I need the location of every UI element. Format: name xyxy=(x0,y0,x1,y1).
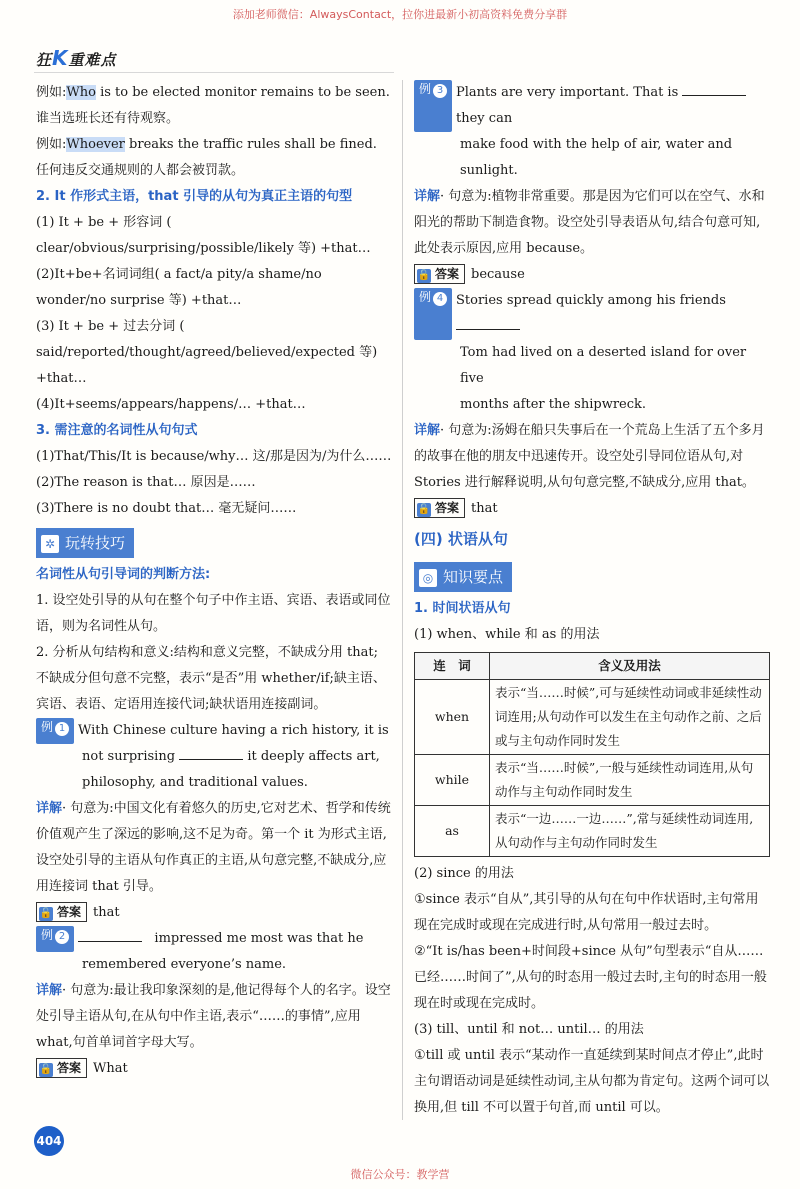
example-4-line-3: months after the shipwreck. xyxy=(460,397,647,412)
page-number: 404 xyxy=(34,1126,64,1156)
example-1 xyxy=(36,718,392,744)
header-rule xyxy=(34,72,394,73)
example-who: 例如:Who is to be elected monitor remains to be seen. 谁当选班长还有待观察。 xyxy=(36,85,390,126)
pinwheel-icon: ✲ xyxy=(41,535,59,553)
answer-2: 🔓 答案 What xyxy=(36,1056,392,1082)
tips-heading: 名词性从句引导词的判断方法: xyxy=(36,567,211,582)
heading-it-formal-subject: 2. It 作形式主语，that 引导的从句为真正主语的句型 xyxy=(36,189,353,204)
answer-blank xyxy=(682,83,746,96)
table-cell-term: when xyxy=(415,680,490,755)
right-column xyxy=(414,80,770,1121)
answer-label: 🔓 答案 xyxy=(36,902,87,922)
explanation-2: 详解· 句意为:最让我印象深刻的是,他记得每个人的名字。设空处引导主语从句,在从句中作主语,表示“……的事情”,应用 what,句首单词首字母大写。 xyxy=(36,983,391,1050)
heading-time-clauses: 1. 时间状语从句 xyxy=(414,601,511,616)
lock-icon: 🔓 xyxy=(39,1064,53,1075)
table-header-usage: 含义及用法 xyxy=(490,653,770,680)
explanation-label: 详解 xyxy=(36,983,63,998)
tip-2: 2. 分析从句结构和意义:结构和意义完整，不缺成分用 that; 不缺成分但句意不完整，表示“是否”用 whether/if;缺主语、宾语、表语、定语用连接代词;缺状语用连接副词。 xyxy=(36,645,386,712)
section-adverbial-clauses: (四) 状语从句 xyxy=(414,530,508,548)
tips-section-title: ✲ 玩转技巧 xyxy=(36,528,134,558)
answer-blank xyxy=(78,929,142,942)
table-row xyxy=(415,806,770,857)
table-row xyxy=(415,680,770,755)
subheading-when-while-as: (1) when、while 和 as 的用法 xyxy=(414,627,600,642)
table-row xyxy=(415,755,770,806)
example-badge: 例 4 xyxy=(414,288,452,340)
table-cell-term: as xyxy=(415,806,490,857)
table-header-row xyxy=(415,653,770,680)
conjunction-table xyxy=(414,652,770,857)
heading-noun-clause-patterns: 3. 需注意的名词性从句句式 xyxy=(36,423,198,438)
answer-label: 🔓 答案 xyxy=(36,1058,87,1078)
logo-text-post: 重难点 xyxy=(68,51,117,69)
clause-pattern-2: (2)The reason is that… 原因是…… xyxy=(36,475,256,490)
left-column xyxy=(36,80,392,1082)
bottom-watermark: 微信公众号：教学营 xyxy=(350,1168,450,1181)
book-logo xyxy=(36,46,117,70)
lock-icon: 🔓 xyxy=(39,908,53,919)
tip-1: 1. 设空处引导的从句在整个句子中作主语、宾语、表语或同位语，则为名词性从句。 xyxy=(36,593,391,634)
answer-blank xyxy=(456,317,520,330)
target-icon: ◎ xyxy=(419,569,437,587)
lock-icon: 🔓 xyxy=(417,504,431,515)
lock-icon: 🔓 xyxy=(417,270,431,281)
example-4-line-2: Tom had lived on a deserted island for over five xyxy=(460,345,747,386)
table-cell-term: while xyxy=(415,755,490,806)
table-cell-usage: 表示“当……时候”,可与延续性动词或非延续性动词连用;从句动作可以发生在主句动作之前、之后或与主句动作同时发生 xyxy=(490,680,770,755)
table-cell-usage: 表示“一边……一边……”,常与延续性动词连用,从句动作与主句动作同时发生 xyxy=(490,806,770,857)
subheading-since: (2) since 的用法 xyxy=(414,866,514,881)
since-rule-1: ①since 表示“自从”,其引导的从句在句中作状语时,主句常用现在完成时或现在完成进行时,从句常用一般过去时。 xyxy=(414,892,759,933)
top-watermark: 添加老师微信：AlwaysContact，拉你进最新小初高资料免费分享群 xyxy=(232,8,568,21)
explanation-3: 详解· 句意为:植物非常重要。那是因为它们可以在空气、水和阳光的帮助下制造食物。设空处引导表语从句,结合句意可知,此处表示原因,应用 because。 xyxy=(414,189,765,256)
explanation-label: 详解 xyxy=(36,801,63,816)
explanation-label: 详解 xyxy=(414,189,441,204)
example-2-line-2: remembered everyone’s name. xyxy=(82,957,287,972)
table-cell-usage: 表示“当……时候”,一般与延续性动词连用,从句动作与主句动作同时发生 xyxy=(490,755,770,806)
since-rule-2: ②“It is/has been+时间段+since 从句”句型表示“自从……已经……时间了”,从句的时态用一般过去时,主句的时态用一般现在时或现在完成时。 xyxy=(414,944,767,1011)
example-1-line-3: philosophy, and traditional values. xyxy=(82,775,308,790)
pattern-2: (2)It+be+名词词组( a fact/a pity/a shame/no wonder/no surprise 等) +that… xyxy=(36,267,322,308)
example-3-line-1: Plants are very important. That is they can xyxy=(456,80,770,132)
logo-k: K xyxy=(52,46,69,70)
answer-label: 🔓 答案 xyxy=(414,264,465,284)
example-3-line-2: make food with the help of air, water and sunlight. xyxy=(460,137,733,178)
example-badge: 例 2 xyxy=(36,926,74,952)
table-header-term: 连 词 xyxy=(415,653,490,680)
example-2 xyxy=(36,926,392,952)
explanation-1: 详解· 句意为:中国文化有着悠久的历史,它对艺术、哲学和传统价值观产生了深远的影响,这不足为奇。第一个 it 为形式主语,设空处引导的主语从句作真正的主语,从句意完整,不缺成分,应用连接词 that 引导。 xyxy=(36,801,391,894)
clause-pattern-3: (3)There is no doubt that… 毫无疑问…… xyxy=(36,501,297,516)
key-points-title: ◎ 知识要点 xyxy=(414,562,512,592)
till-until-rule-1: ①till 或 until 表示“某动作一直延续到某时间点才停止”,此时主句谓语动词是延续性动词,主从句都为肯定句。这两个词可以换用,但 till 不可以置于句首,而 until 可以。 xyxy=(414,1048,770,1115)
answer-label: 🔓 答案 xyxy=(414,498,465,518)
example-badge: 例 1 xyxy=(36,718,74,744)
answer-3: 🔓 答案 because xyxy=(414,262,770,288)
example-4-line-1: Stories spread quickly among his friends xyxy=(456,288,770,340)
answer-4: 🔓 答案 that xyxy=(414,496,770,522)
example-1-line-2: not surprising it deeply affects art, xyxy=(82,749,380,764)
column-divider xyxy=(402,80,403,1120)
example-2-line-1: impressed me most was that he xyxy=(78,926,392,952)
answer-1: 🔓 答案 that xyxy=(36,900,392,926)
pattern-1: (1) It + be + 形容词 ( clear/obvious/surprising/possible/likely 等) +that… xyxy=(36,215,371,256)
explanation-4: 详解· 句意为:汤姆在船只失事后在一个荒岛上生活了五个多月的故事在他的朋友中迅速传开。设空处引导同位语从句,对 Stories 进行解释说明,从句句意完整,不缺成分,应用 that。 xyxy=(414,423,765,490)
answer-blank xyxy=(179,747,243,760)
explanation-label: 详解 xyxy=(414,423,441,438)
example-whoever: 例如:Whoever breaks the traffic rules shall be fined. 任何违反交通规则的人都会被罚款。 xyxy=(36,137,377,178)
pattern-4: (4)It+seems/appears/happens/… +that… xyxy=(36,397,306,412)
pattern-3: (3) It + be + 过去分词 ( said/reported/thought/agreed/believed/expected 等) +that… xyxy=(36,319,378,386)
example-1-line-1: With Chinese culture having a rich history, it is xyxy=(78,723,389,738)
clause-pattern-1: (1)That/This/It is because/why… 这/那是因为/为什么…… xyxy=(36,449,392,464)
example-3 xyxy=(414,80,770,132)
subheading-till-until: (3) till、until 和 not… until… 的用法 xyxy=(414,1022,644,1037)
example-4 xyxy=(414,288,770,340)
example-badge: 例 3 xyxy=(414,80,452,132)
logo-text-pre: 狂 xyxy=(36,51,53,69)
